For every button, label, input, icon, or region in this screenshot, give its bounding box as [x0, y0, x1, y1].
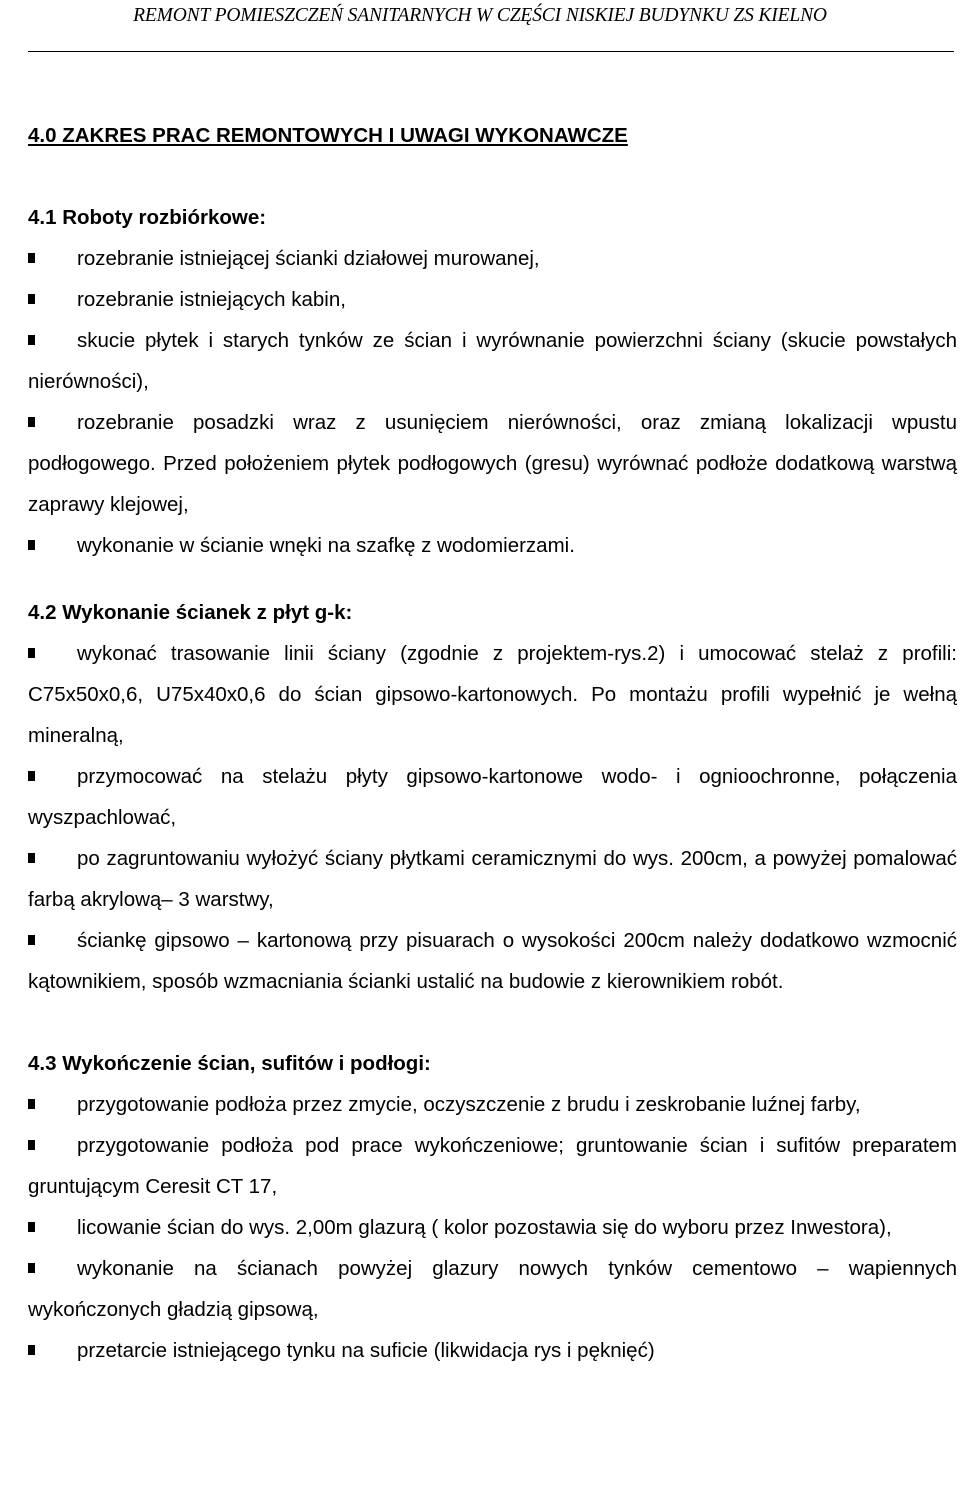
- section-4-3: [28, 1043, 957, 1371]
- list-item-text: rozebranie istniejącej ścianki działowej murowanej,: [77, 247, 540, 270]
- list-item-text: rozebranie posadzki wraz z usunięciem nierówności, oraz zmianą lokalizacji wpustu podłogowego. Przed położeniem płytek podłogowych (gresu) wyrównać podłoże dodatkową warstwą zaprawy klejowej,: [28, 411, 957, 516]
- list-item: [28, 756, 957, 838]
- list-item: [28, 920, 957, 1002]
- list-item: [28, 1207, 957, 1248]
- list-item: [28, 238, 957, 279]
- list-item: [28, 525, 957, 566]
- list-item-text: ściankę gipsowo – kartonową przy pisuarach o wysokości 200cm należy dodatkowo wzmocnić kątownikiem, sposób wzmacniania ścianki ustalić na budowie z kierownikiem robót.: [28, 929, 957, 993]
- list-item-text: przetarcie istniejącego tynku na suficie (likwidacja rys i pęknięć): [77, 1339, 655, 1362]
- bullet-icon: [28, 771, 35, 781]
- bullet-icon: [28, 335, 35, 345]
- list-item-text: po zagruntowaniu wyłożyć ściany płytkami ceramicznymi do wys. 200cm, a powyżej pomalować farbą akrylową– 3 warstwy,: [28, 847, 957, 911]
- section-4-1: [28, 197, 957, 566]
- list-item-text: przymocować na stelażu płyty gipsowo-kartonowe wodo- i ognioochronne, połączenia wyszpachlować,: [28, 765, 957, 829]
- list-item-text: wykonać trasowanie linii ściany (zgodnie z projektem-rys.2) i umocować stelaż z profili: C75x50x0,6, U75x40x0,6 do ścian gipsowo-kartonowych. Po montażu profili wypełnić je wełną mineralną,: [28, 642, 957, 747]
- spacer: [28, 1002, 957, 1043]
- header-rule: [28, 51, 954, 52]
- list-item: [28, 402, 957, 525]
- section-title: 4.1 Roboty rozbiórkowe:: [28, 206, 267, 229]
- document-body: [28, 115, 957, 1371]
- bullet-icon: [28, 253, 35, 263]
- list-item-text: przygotowanie podłoża przez zmycie, oczyszczenie z brudu i zeskrobanie luźnej farby,: [77, 1093, 861, 1116]
- bullet-icon: [28, 1345, 35, 1355]
- list-item: [28, 279, 957, 320]
- bullet-icon: [28, 935, 35, 945]
- list-item-text: licowanie ścian do wys. 2,00m glazurą ( kolor pozostawia się do wyboru przez Inwestora),: [77, 1216, 892, 1239]
- bullet-icon: [28, 1099, 35, 1109]
- bullet-icon: [28, 540, 35, 550]
- list-item: [28, 838, 957, 920]
- bullet-icon: [28, 1263, 35, 1273]
- section-title: 4.2 Wykonanie ścianek z płyt g-k:: [28, 601, 353, 624]
- bullet-icon: [28, 853, 35, 863]
- list-item: [28, 1084, 957, 1125]
- page-header: REMONT POMIESZCZEŃ SANITARNYCH W CZĘŚCI NISKIEJ BUDYNKU ZS KIELNO: [133, 5, 827, 26]
- bullet-icon: [28, 1140, 35, 1150]
- bullet-icon: [28, 648, 35, 658]
- bullet-icon: [28, 294, 35, 304]
- list-item: [28, 1330, 957, 1371]
- list-item-text: wykonanie na ścianach powyżej glazury nowych tynków cementowo – wapiennych wykończonych gładzią gipsową,: [28, 1257, 957, 1321]
- section-4-2: [28, 592, 957, 1002]
- list-item: [28, 320, 957, 402]
- list-item-text: rozebranie istniejących kabin,: [77, 288, 346, 311]
- list-item-text: wykonanie w ścianie wnęki na szafkę z wodomierzami.: [77, 534, 575, 557]
- list-item-text: przygotowanie podłoża pod prace wykończeniowe; gruntowanie ścian i sufitów preparatem gruntującym Ceresit CT 17,: [28, 1134, 957, 1198]
- list-item: [28, 1248, 957, 1330]
- main-title: 4.0 ZAKRES PRAC REMONTOWYCH I UWAGI WYKONAWCZE: [28, 124, 628, 147]
- spacer: [28, 156, 957, 197]
- section-title: 4.3 Wykończenie ścian, sufitów i podłogi:: [28, 1052, 431, 1075]
- bullet-icon: [28, 417, 35, 427]
- list-item: [28, 1125, 957, 1207]
- bullet-icon: [28, 1222, 35, 1232]
- list-item-text: skucie płytek i starych tynków ze ścian i wyrównanie powierzchni ściany (skucie powstałych nierówności),: [28, 329, 957, 393]
- list-item: [28, 633, 957, 756]
- spacer: [28, 566, 957, 592]
